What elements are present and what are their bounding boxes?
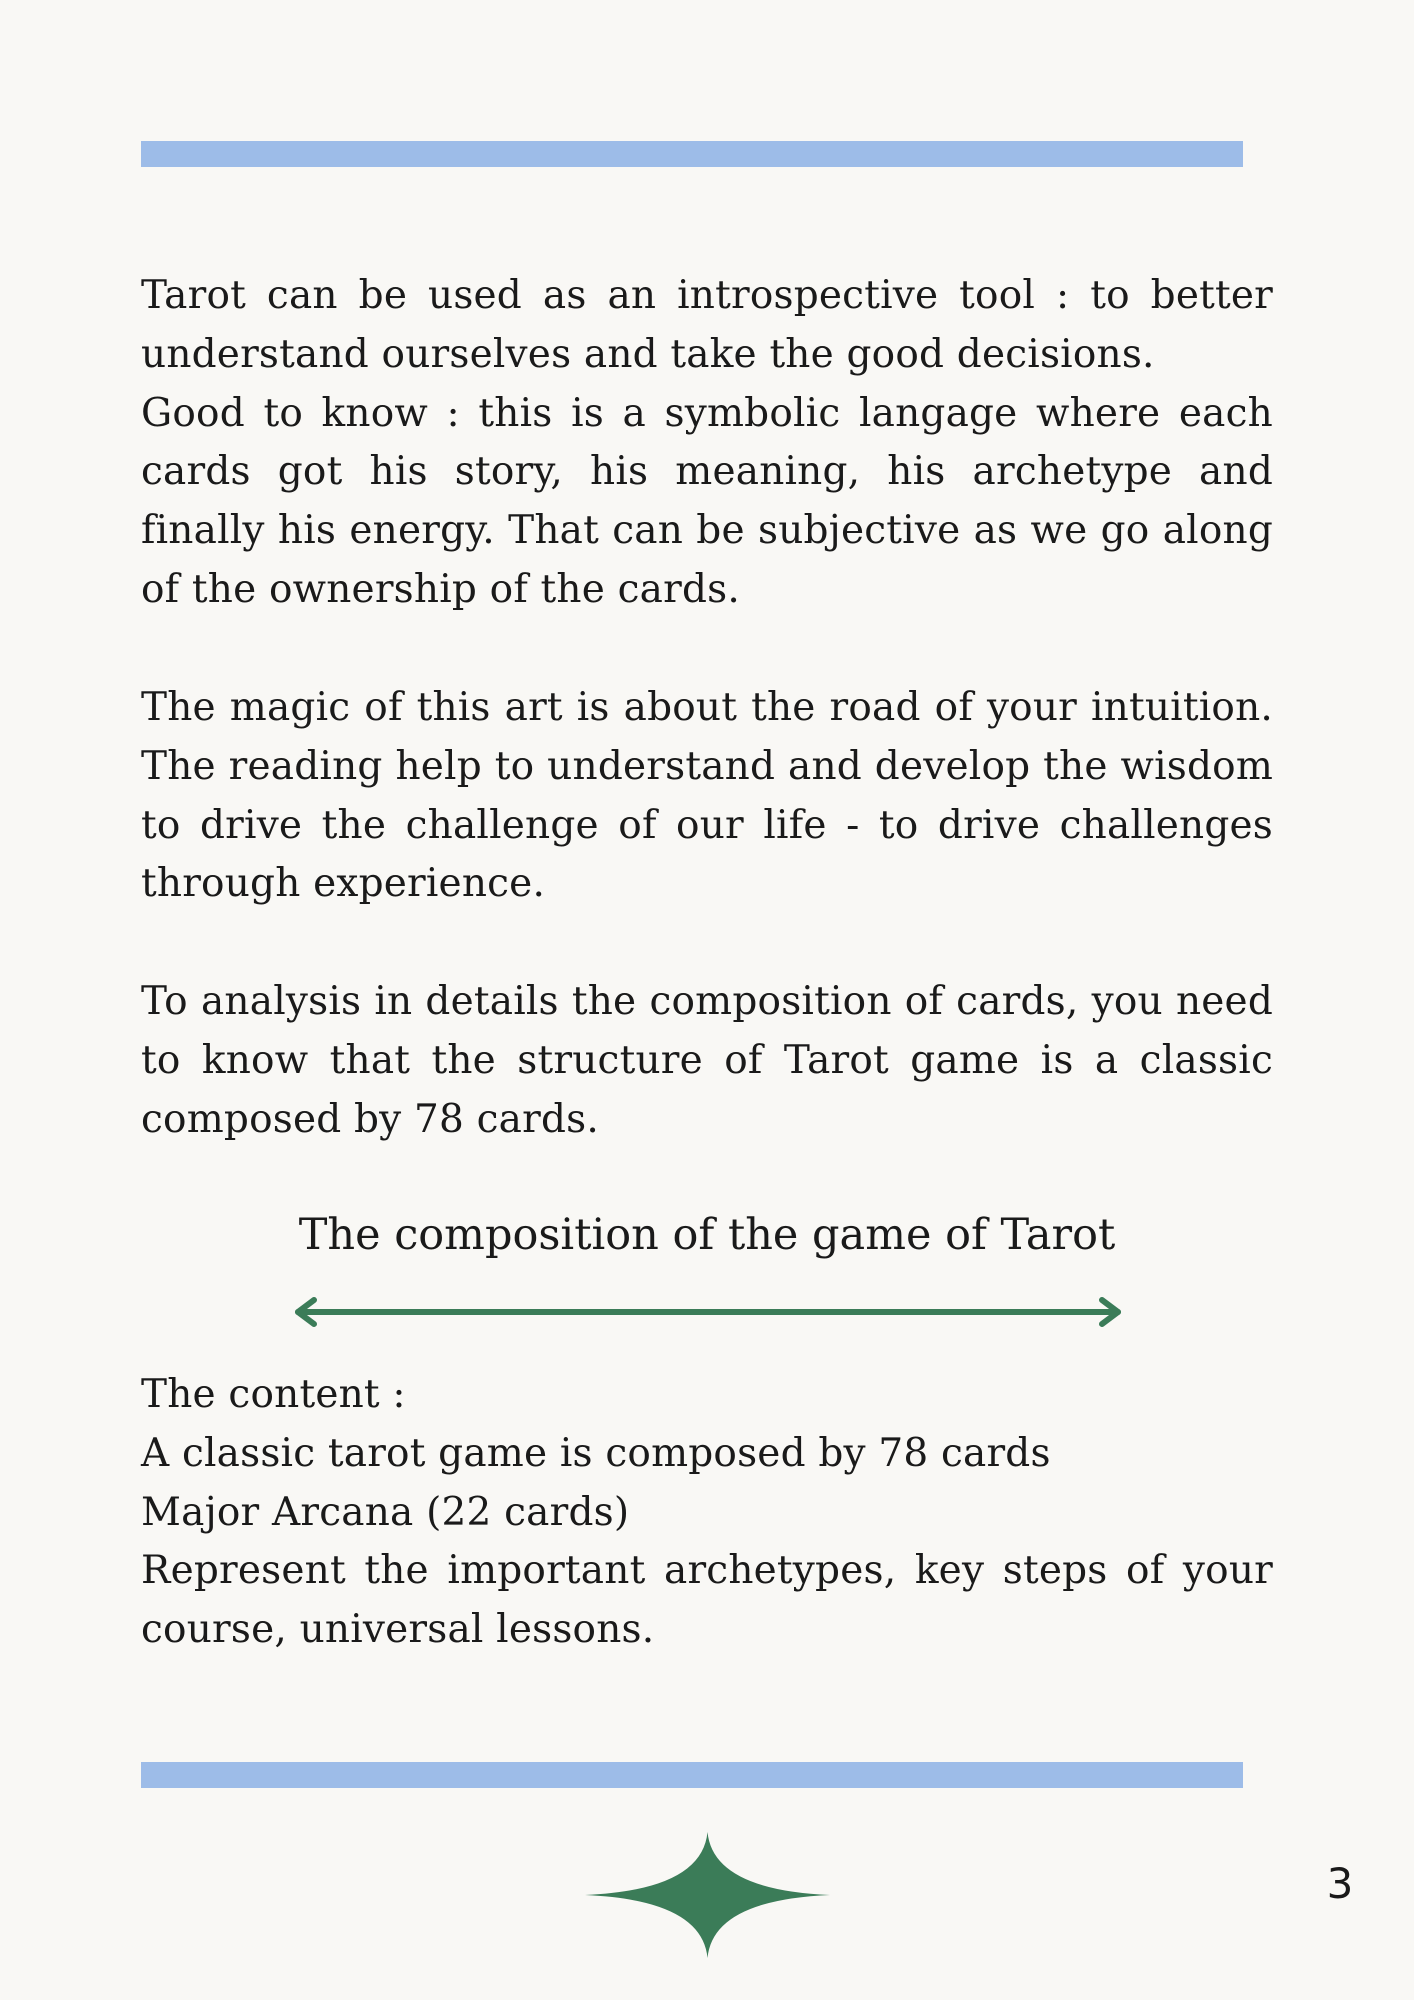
double-arrow-icon (290, 1292, 1126, 1332)
magic-section (141, 679, 1273, 914)
analysis-paragraph: To analysis in details the composition of cards, you need to know that the structure of Tarot game is a classic composed by 78 cards. (141, 979, 1273, 1142)
page-number: 3 (1326, 1859, 1354, 1908)
content-label: The content : (141, 1372, 406, 1417)
analysis-section (141, 973, 1273, 1149)
intro-paragraph: Tarot can be used as an introspective tool : to better understand ourselves and take the good decisions. (141, 273, 1273, 377)
content-section (141, 1366, 1273, 1660)
content-line-description: Represent the important archetypes, key steps of your course, universal lessons. (141, 1548, 1273, 1653)
content-line-major-arcana: Major Arcana (22 cards) (141, 1489, 630, 1535)
bottom-divider-bar (141, 1762, 1243, 1788)
content-line-total: A classic tarot game is composed by 78 cards (141, 1430, 1051, 1476)
four-point-star-icon (585, 1832, 830, 1958)
top-divider-bar (141, 141, 1243, 167)
intro-section (141, 267, 1273, 620)
composition-heading: The composition of the game of Tarot (298, 1210, 1116, 1260)
good-to-know-paragraph: Good to know : this is a symbolic langage where each cards got his story, his meaning, his archetype and finally his energy. That can be subjective as we go along of the ownership of the cards. (141, 390, 1273, 612)
magic-paragraph: The magic of this art is about the road of your intuition. The reading help to understand and develop the wisdom to drive the challenge of our life - to drive challenges through experience. (141, 685, 1273, 907)
